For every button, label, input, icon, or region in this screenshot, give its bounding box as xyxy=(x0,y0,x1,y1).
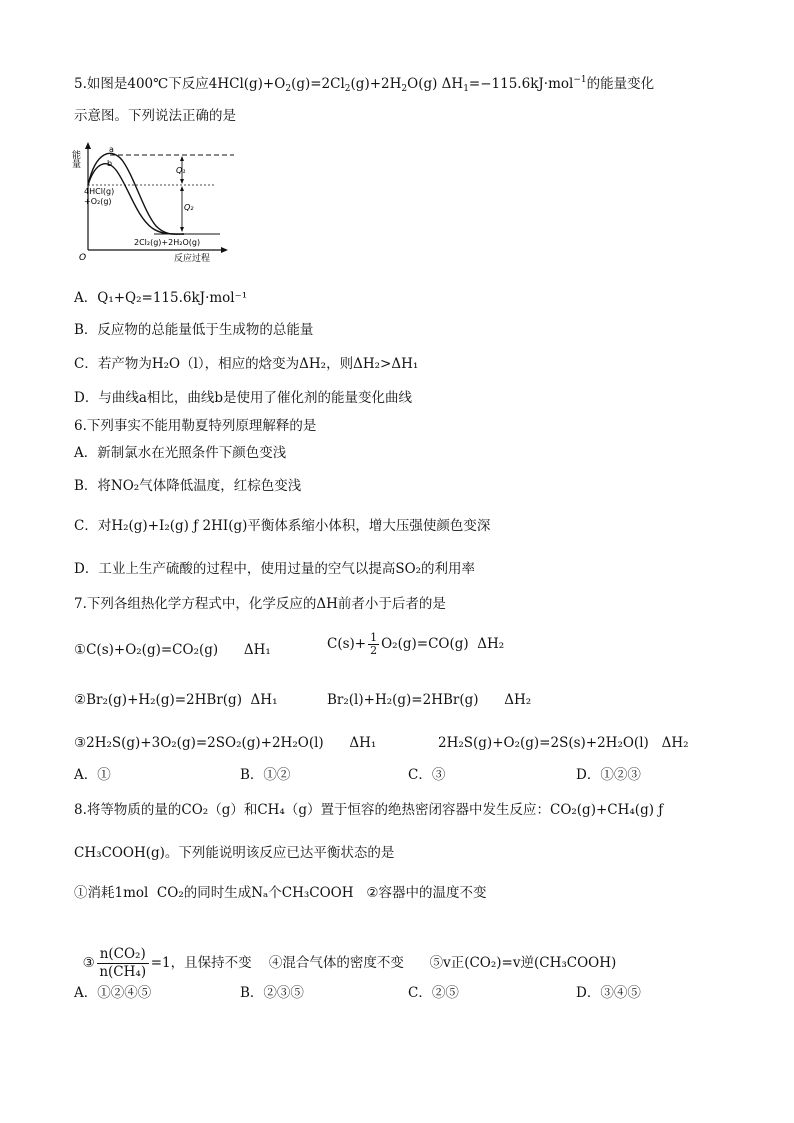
q5-option-d: D．与曲线a相比，曲线b是使用了催化剂的能量变化曲线 xyxy=(74,390,413,406)
x-axis-label: 反应过程 xyxy=(174,254,211,264)
q5-option-c: C．若产物为H₂O（l），相应的焓变为ΔH₂，则ΔH₂>ΔH₁ xyxy=(74,356,419,372)
q8-option-b: B．②③⑤ xyxy=(240,985,304,1001)
q6-stem: 6.下列事实不能用勒夏特列原理解释的是 xyxy=(74,418,317,434)
q7-option-c: C．③ xyxy=(408,767,446,783)
half-fraction: $\frac{1}{2}$ xyxy=(370,631,378,657)
y-axis-label: 能量 xyxy=(70,150,80,168)
q5-stem-line1: 5.如图是400℃下反应$4HCl(g)+O_2(g)=2Cl_2(g)+2H_2O(g)$ $\Delta H_1=-115.6kJ\cdot mol^{-1}$的能量变化 xyxy=(74,75,655,94)
q7-row3-first: ③2H₂S(g)+3O₂(g)=2SO₂(g)+2H₂O(l) ΔH₁ xyxy=(74,735,377,751)
curve-a-label: a xyxy=(109,145,114,154)
q7-stem: 7.下列各组热化学方程式中，化学反应的ΔH前者小于后者的是 xyxy=(74,596,446,612)
q5-option-a: A．Q₁+Q₂=115.6kJ·mol⁻¹ xyxy=(74,290,248,306)
q8-condition-1-2: ①消耗1mol CO₂的同时生成Nₐ个CH₃COOH ②容器中的温度不变 xyxy=(74,885,487,901)
curve-b-label: b xyxy=(107,159,113,168)
q7-row1-first: ①C(s)+O₂(g)=CO₂(g) ΔH₁ xyxy=(74,642,271,658)
q2-label: Q₂ xyxy=(184,203,194,212)
reactants-label-2: +O₂(g) xyxy=(84,197,112,206)
origin-label: O xyxy=(79,253,87,263)
q7-row2-first: ②Br₂(g)+H₂(g)=2HBr(g) ΔH₁ xyxy=(74,692,278,708)
q8-stem-line1: 8.将等物质的量的CO₂（g）和CH₄（g）置于恒容的绝热密闭容器中发生反应：CO₂(g)+CH₄(g) ƒ xyxy=(74,802,664,818)
q5-stem-line2: 示意图。下列说法正确的是 xyxy=(74,108,236,124)
q6-option-c: C．对H₂(g)+I₂(g) ƒ 2HI(g)平衡体系缩小体积，增大压强使颜色变深 xyxy=(74,518,491,534)
q6-option-a: A．新制氯水在光照条件下颜色变浅 xyxy=(74,445,287,461)
q7-option-a: A．① xyxy=(74,767,111,783)
q5-option-b: B．反应物的总能量低于生成物的总能量 xyxy=(74,322,314,338)
q8-condition-3-5: ③ $\frac{\text{n(CO₂)}}{\text{n(CH₄)}}$ =1，且保持不变 ④混合气体的密度不变 ⑤v正(CO₂)=v逆(CH₃COOH) xyxy=(82,946,617,980)
q8-option-c: C．②⑤ xyxy=(408,985,459,1001)
q8-option-d: D．③④⑤ xyxy=(576,985,641,1001)
q8-stem-line2: CH₃COOH(g)。下列能说明该反应已达平衡状态的是 xyxy=(74,845,395,861)
energy-diagram xyxy=(70,138,249,264)
q6-option-b: B．将NO₂气体降低温度，红棕色变浅 xyxy=(74,478,302,494)
q8-option-a: A．①②④⑤ xyxy=(74,985,152,1001)
q7-option-b: B．①② xyxy=(240,767,291,783)
q7-option-d: D．①②③ xyxy=(576,767,641,783)
q1-label: Q₁ xyxy=(176,166,186,175)
q7-row1-second: C(s)+ $\frac{1}{2}$ O₂(g)=CO(g) ΔH₂ xyxy=(327,631,505,657)
products-label: 2Cl₂(g)+2H₂O(g) xyxy=(134,238,201,247)
mole-ratio-fraction: $\frac{\text{n(CO₂)}}{\text{n(CH₄)}}$ xyxy=(97,946,149,981)
q6-option-d: D．工业上生产硫酸的过程中，使用过量的空气以提高SO₂的利用率 xyxy=(74,561,476,577)
reactants-label-1: 4HCl(g) xyxy=(84,187,115,196)
q7-row2-second: Br₂(l)+H₂(g)=2HBr(g) ΔH₂ xyxy=(327,692,532,708)
q7-row3-second: 2H₂S(g)+O₂(g)=2S(s)+2H₂O(l) ΔH₂ xyxy=(438,735,689,751)
